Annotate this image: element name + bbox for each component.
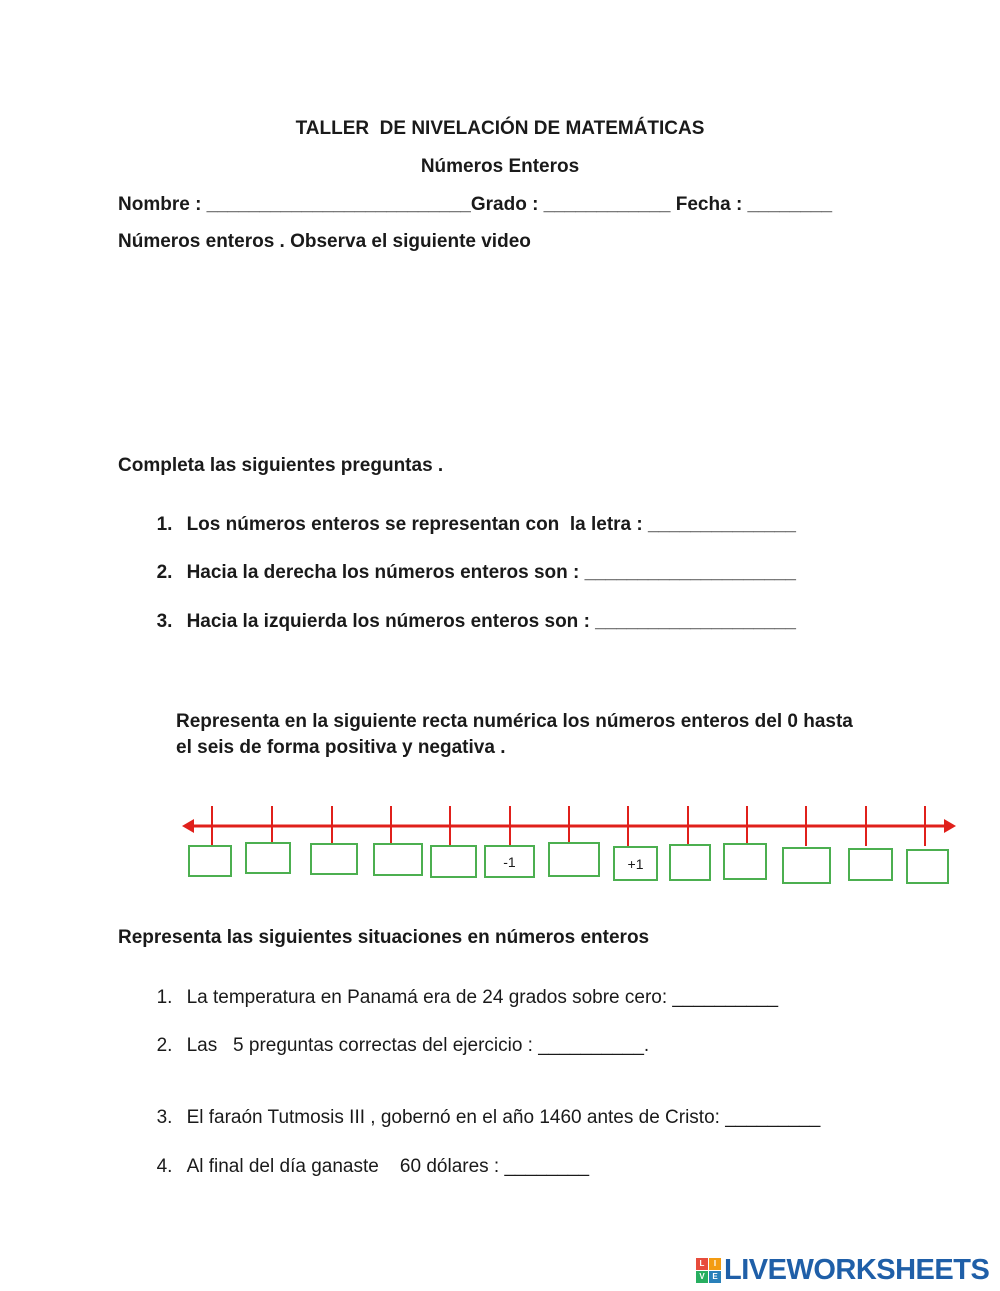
answer-box[interactable] [669, 844, 711, 881]
situation-number: 4. [156, 1156, 173, 1177]
answer-box[interactable] [906, 849, 949, 884]
question-number: 2. [156, 562, 173, 583]
question-text: Hacia la izquierda los números enteros son : ___________________ [186, 611, 796, 632]
number-line-instruction-1: Representa en la siguiente recta numérica los números enteros del 0 hasta [176, 711, 853, 732]
question-text: Los números enteros se representan con la letra : ______________ [186, 514, 796, 535]
situation-text: La temperatura en Panamá era de 24 grados sobre cero: __________ [186, 987, 779, 1008]
situation-number: 2. [156, 1035, 173, 1056]
left-arrow-icon [182, 819, 194, 833]
answer-box[interactable] [548, 842, 600, 877]
situation-text: Las 5 preguntas correctas del ejercicio : __________. [186, 1035, 650, 1056]
answer-box[interactable] [310, 843, 358, 875]
question-number: 1. [156, 514, 173, 535]
worksheet-subtitle: Números Enteros [420, 156, 580, 177]
answer-box[interactable]: +1 [613, 846, 658, 881]
answer-box[interactable] [188, 845, 232, 877]
answer-box[interactable] [430, 845, 477, 878]
questions-heading: Completa las siguientes preguntas . [118, 455, 444, 476]
question-number: 3. [156, 611, 173, 632]
situations-heading: Representa las siguientes situaciones en números enteros [118, 927, 650, 948]
worksheet-title: TALLER DE NIVELACIÓN DE MATEMÁTICAS [295, 118, 705, 139]
question-text: Hacia la derecha los números enteros son : ____________________ [186, 562, 796, 583]
situation-item [146, 1013, 649, 1057]
student-info-line: Nombre : _________________________Grado : ____________ Fecha : ________ [118, 194, 833, 215]
situation-item [146, 965, 778, 1009]
situation-text: El faraón Tutmosis III , gobernó en el año 1460 antes de Cristo: _________ [186, 1107, 821, 1128]
situation-item [146, 1134, 589, 1178]
situation-item [146, 1085, 820, 1129]
answer-box[interactable]: -1 [484, 845, 535, 878]
number-line-instruction-2: el seis de forma positiva y negativa . [176, 737, 506, 758]
logo-blocks-icon: L I V E [696, 1258, 721, 1283]
answer-box[interactable] [782, 847, 831, 884]
situation-text: Al final del día ganaste 60 dólares : ________ [186, 1156, 590, 1177]
answer-box[interactable] [723, 843, 767, 880]
answer-box[interactable] [245, 842, 291, 874]
right-arrow-icon [944, 819, 956, 833]
answer-box[interactable] [848, 848, 893, 881]
situation-number: 1. [156, 987, 173, 1008]
liveworksheets-logo [696, 1254, 989, 1286]
video-instruction: Números enteros . Observa el siguiente video [118, 231, 531, 252]
situation-number: 3. [156, 1107, 173, 1128]
answer-box[interactable] [373, 843, 423, 876]
logo-text: LIVEWORKSHEETS [724, 1253, 990, 1286]
